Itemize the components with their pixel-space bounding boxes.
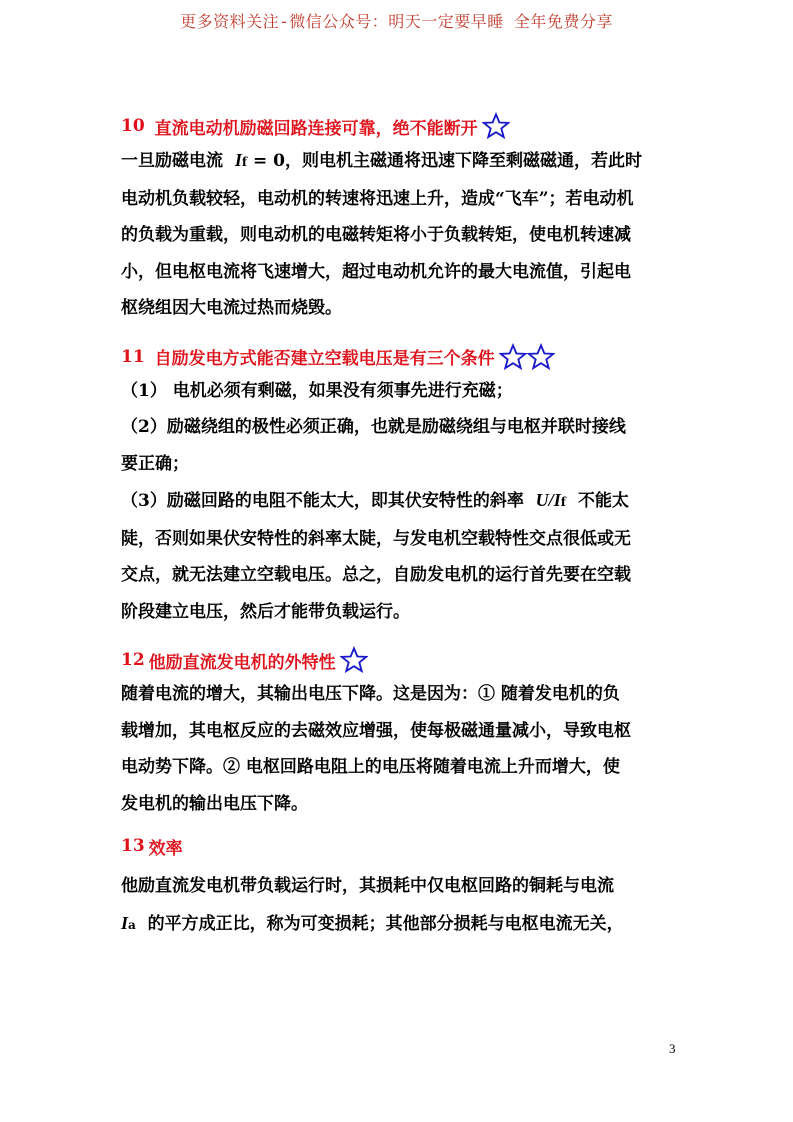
section-number: 13 xyxy=(121,836,145,856)
variable: I xyxy=(234,150,242,170)
section-title: 他励直流发电机的外特性 xyxy=(148,652,336,673)
text-line: （2）励磁绕组的极性必须正确，也就是励磁绕组与电枢并联时接线 xyxy=(121,417,626,437)
section-title: 直流电动机励磁回路连接可靠，绝不能断开 xyxy=(154,118,478,139)
section-13-body xyxy=(121,868,677,943)
text-line: 电动机负载较轻，电动机的转速将迅速上升，造成“飞车”；若电动机 xyxy=(121,188,634,209)
equation: = 0 xyxy=(247,151,285,171)
text-line: （3）励磁回路的电阻不能太大，即其伏安特性的斜率 xyxy=(121,491,524,511)
text-line: 一旦励磁电流 xyxy=(121,151,223,171)
importance-stars xyxy=(340,646,368,674)
text-line: 的负载为重载，则电动机的电磁转矩将小于负载转矩，使电机转速减 xyxy=(121,225,631,245)
subscript: a xyxy=(128,917,136,932)
text-line: 小，但电枢电流将飞速增大，超过电动机允许的最大电流值，引起电 xyxy=(121,261,631,282)
section-10-body xyxy=(121,142,677,327)
star-icon xyxy=(527,343,555,371)
subscript: f xyxy=(560,495,566,509)
section-13-heading xyxy=(121,830,677,862)
section-11-heading xyxy=(121,341,677,373)
importance-stars xyxy=(499,343,555,371)
section-number: 11 xyxy=(121,346,145,367)
star-icon xyxy=(340,646,368,674)
importance-stars xyxy=(482,112,510,140)
text-line: 阶段建立电压，然后才能带负载运行。 xyxy=(121,601,410,622)
section-12-heading xyxy=(121,644,677,676)
text-line: 要正确； xyxy=(121,453,189,474)
text-line: 载增加，其电枢反应的去磁效应增强，使每极磁通量减小，导致电枢 xyxy=(121,720,631,741)
star-icon xyxy=(482,112,510,140)
section-number: 12 xyxy=(121,650,145,670)
page-number: 3 xyxy=(669,1041,676,1056)
section-title: 效率 xyxy=(148,838,183,859)
text-line: 随着电流的增大，其输出电压下降。这是因为：① 随着发电机的负 xyxy=(121,684,620,704)
text-line: 他励直流发电机带负载运行时，其损耗中仅电枢回路的铜耗与电流 xyxy=(121,876,614,896)
section-number: 10 xyxy=(121,116,145,136)
header-banner: 更多资料关注-微信公众号：明天一定要早睡 全年免费分享 xyxy=(180,12,613,31)
operator: / xyxy=(548,490,554,510)
text-line: 交点，就无法建立空载电压。总之，自励发电机的运行首先要在空载 xyxy=(121,565,631,585)
star-icon xyxy=(499,343,527,371)
text-line: 的平方成正比，称为可变损耗；其他部分损耗与电枢电流无关， xyxy=(147,913,624,934)
text-line: 不能太 xyxy=(577,491,629,511)
page-content xyxy=(121,110,677,943)
text-line: ，则电机主磁通将迅速下降至剩磁磁通，若此时 xyxy=(284,151,642,171)
section-12-body xyxy=(121,676,677,822)
subscript: f xyxy=(241,155,248,169)
section-title: 自励发电方式能否建立空载电压是有三个条件 xyxy=(154,349,495,369)
variable: I xyxy=(121,912,129,933)
section-11-body xyxy=(121,373,677,631)
text-line: （1） 电机必须有剩磁，如果没有须事先进行充磁； xyxy=(121,380,513,401)
variable: U xyxy=(535,490,549,510)
text-line: 枢绕组因大电流过热而烧毁。 xyxy=(121,298,342,318)
text-line: 电动势下降。② 电枢回路电阻上的电压将随着电流上升而增大，使 xyxy=(121,757,620,777)
variable: I xyxy=(553,490,561,510)
text-line: 陡，否则如果伏安特性的斜率太陡，与发电机空载特性交点很低或无 xyxy=(121,528,631,549)
text-line: 发电机的输出电压下降。 xyxy=(121,793,308,814)
section-10-heading xyxy=(121,110,677,142)
